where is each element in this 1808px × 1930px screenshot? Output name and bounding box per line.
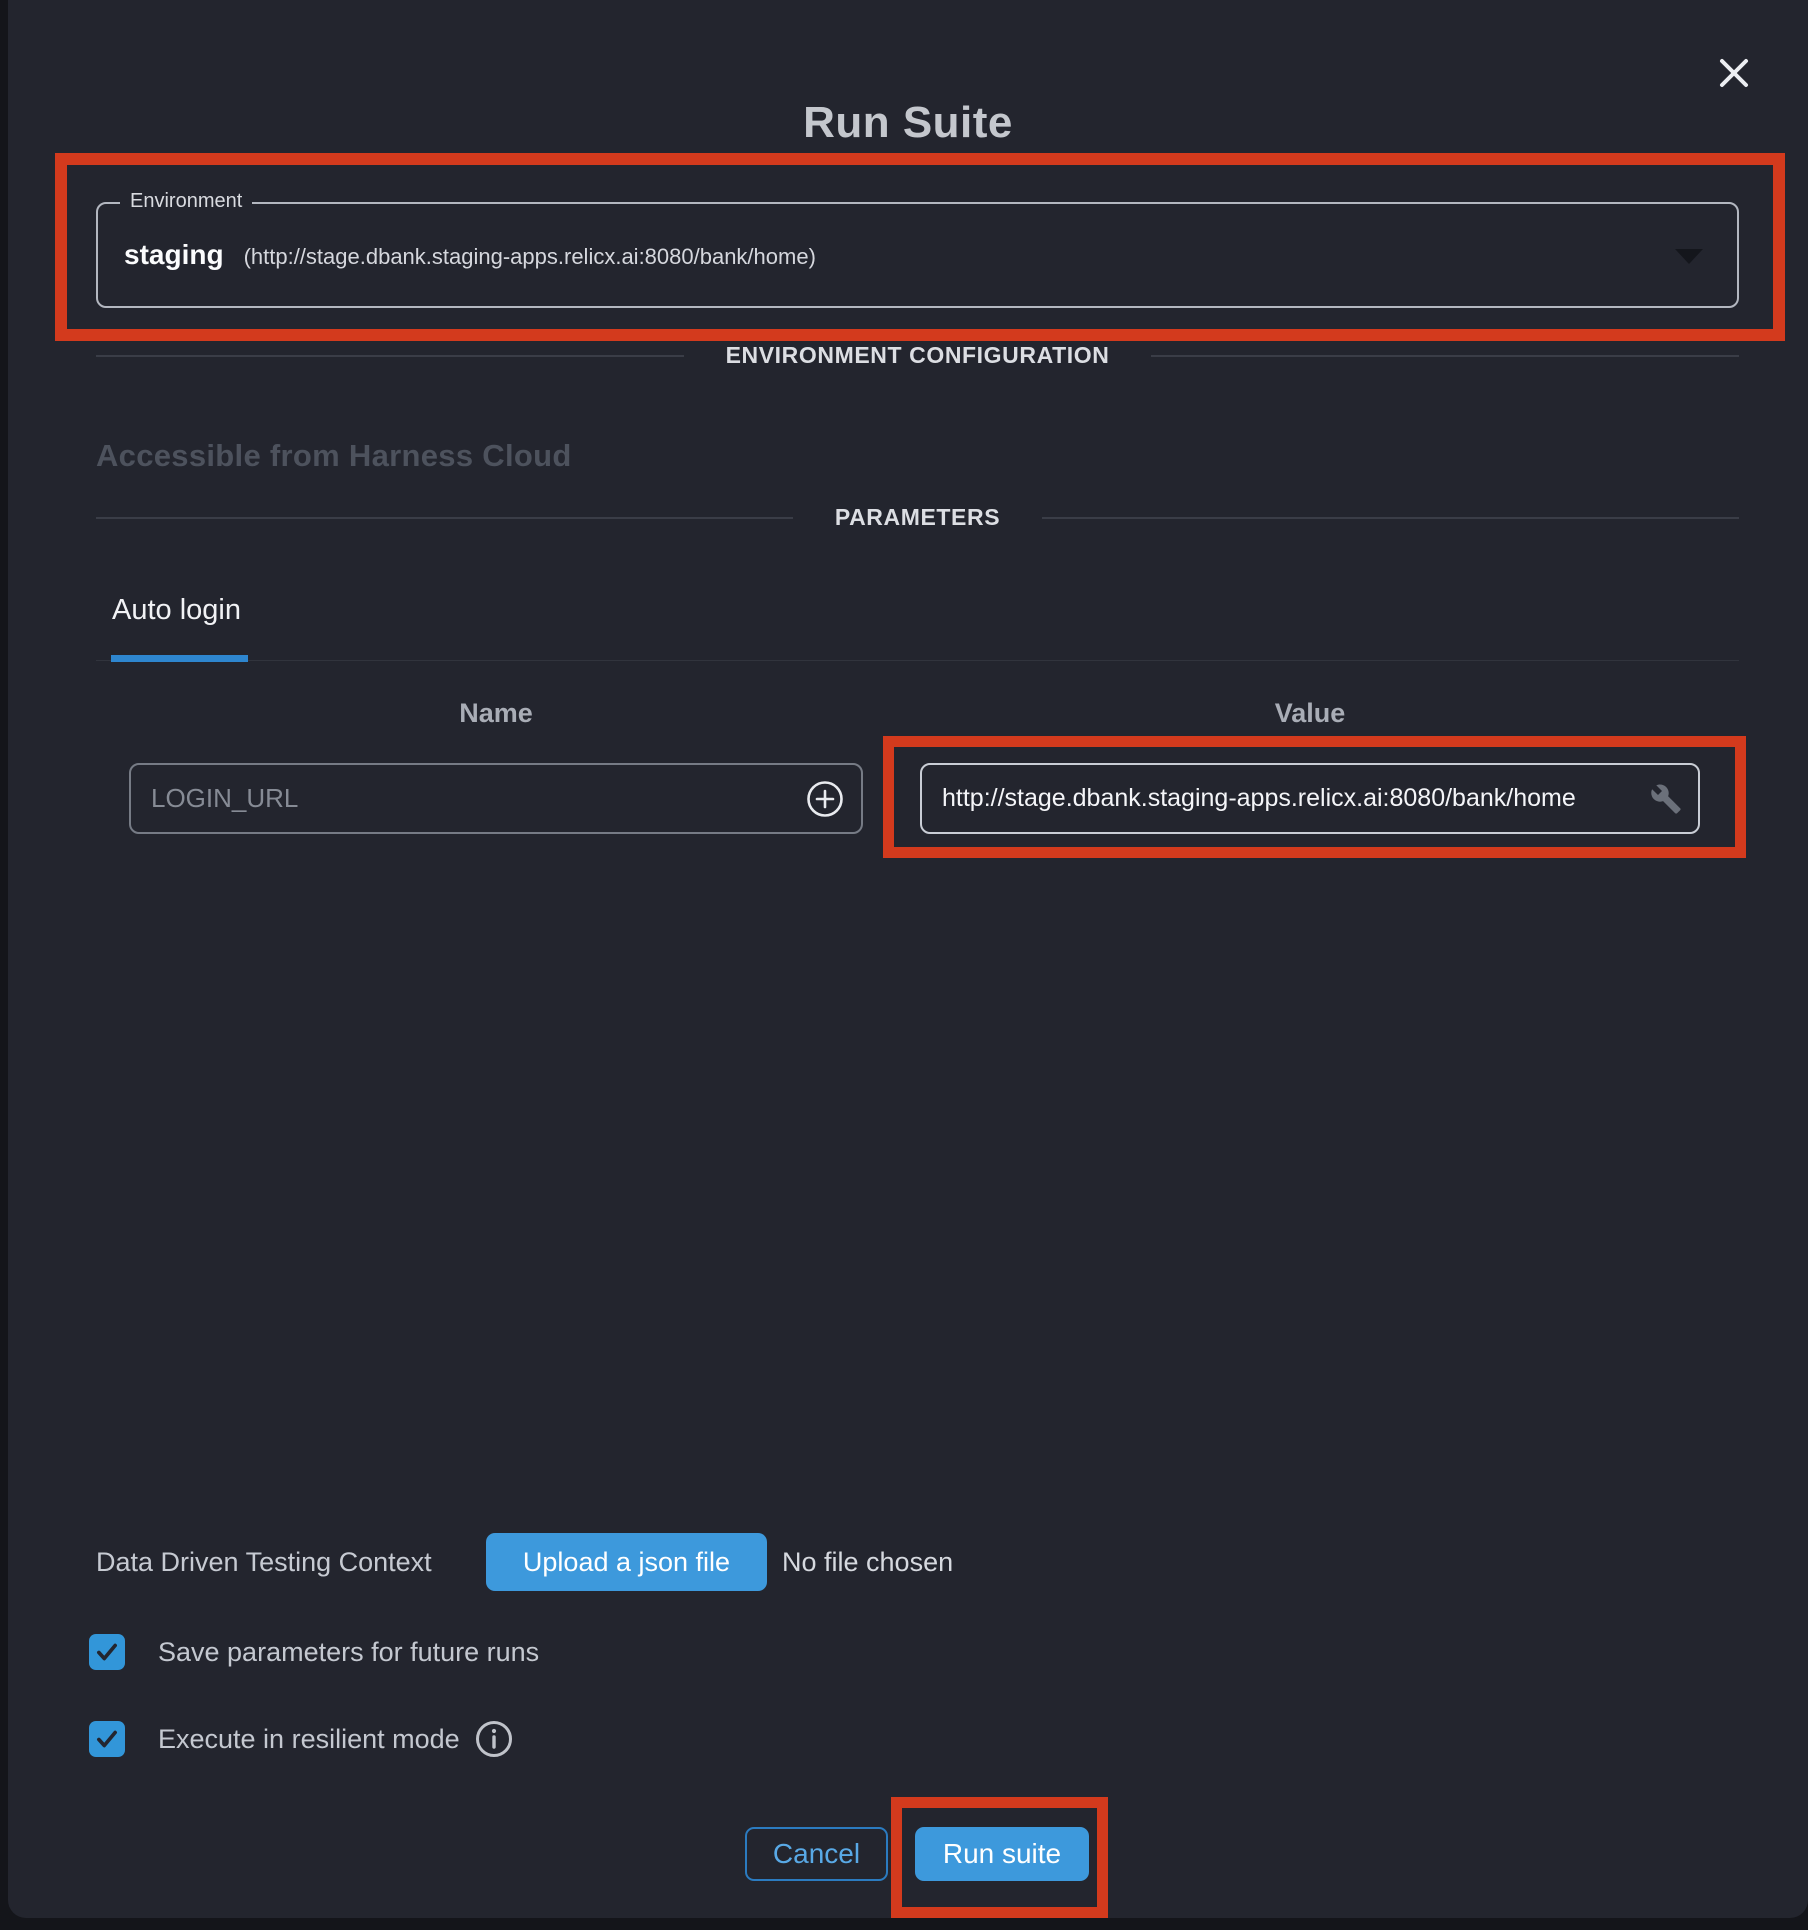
divider-line xyxy=(96,517,793,519)
tab-strip-line xyxy=(96,660,1739,661)
save-parameters-checkbox[interactable] xyxy=(89,1634,125,1670)
parameters-divider xyxy=(96,504,1739,531)
check-icon xyxy=(94,1726,120,1752)
file-chosen-status: No file chosen xyxy=(782,1546,954,1577)
save-parameters-option xyxy=(89,1634,539,1670)
resilient-mode-label: Execute in resilient mode xyxy=(158,1723,460,1754)
resilient-mode-checkbox[interactable] xyxy=(89,1721,125,1757)
data-driven-testing-label: Data Driven Testing Context xyxy=(96,1546,432,1577)
divider-line xyxy=(96,355,684,357)
wrench-icon xyxy=(1650,783,1682,815)
page-title: Run Suite xyxy=(803,98,1013,147)
column-header-name: Name xyxy=(459,698,533,728)
column-header-value: Value xyxy=(1274,698,1346,728)
accessible-from-harness-cloud-note: Accessible from Harness Cloud xyxy=(96,438,572,473)
run-suite-modal xyxy=(8,0,1808,1918)
tab-active-underline xyxy=(111,655,248,662)
environment-selected-name: staging xyxy=(124,239,224,270)
divider-line xyxy=(1151,355,1739,357)
chevron-down-icon xyxy=(1675,249,1703,264)
environment-configuration-divider xyxy=(96,342,1739,369)
parameter-value-field xyxy=(920,763,1700,834)
divider-line xyxy=(1042,517,1739,519)
environment-selected-url: (http://stage.dbank.staging-apps.relicx.ai:8080/bank/home) xyxy=(243,243,816,269)
close-icon xyxy=(1715,54,1753,92)
resilient-mode-option xyxy=(89,1719,514,1759)
cancel-button[interactable]: Cancel xyxy=(745,1827,888,1881)
environment-configuration-heading: ENVIRONMENT CONFIGURATION xyxy=(725,342,1110,368)
parameter-tools-button[interactable] xyxy=(1650,783,1682,815)
parameters-heading: PARAMETERS xyxy=(834,504,1001,530)
environment-label: Environment xyxy=(120,190,252,213)
tab-auto-login[interactable]: Auto login xyxy=(112,594,241,626)
upload-json-button[interactable]: Upload a json file xyxy=(486,1533,767,1591)
add-parameter-button[interactable] xyxy=(805,779,845,819)
run-suite-button[interactable]: Run suite xyxy=(915,1827,1089,1881)
save-parameters-label: Save parameters for future runs xyxy=(158,1636,540,1667)
environment-select[interactable] xyxy=(96,190,1739,308)
parameter-name-field xyxy=(129,763,863,834)
close-button[interactable] xyxy=(1706,45,1762,101)
parameter-value-input[interactable] xyxy=(942,784,1650,813)
info-icon[interactable] xyxy=(474,1719,514,1759)
parameter-name-input[interactable] xyxy=(151,783,805,814)
check-icon xyxy=(94,1639,120,1665)
plus-circle-icon xyxy=(805,779,845,819)
